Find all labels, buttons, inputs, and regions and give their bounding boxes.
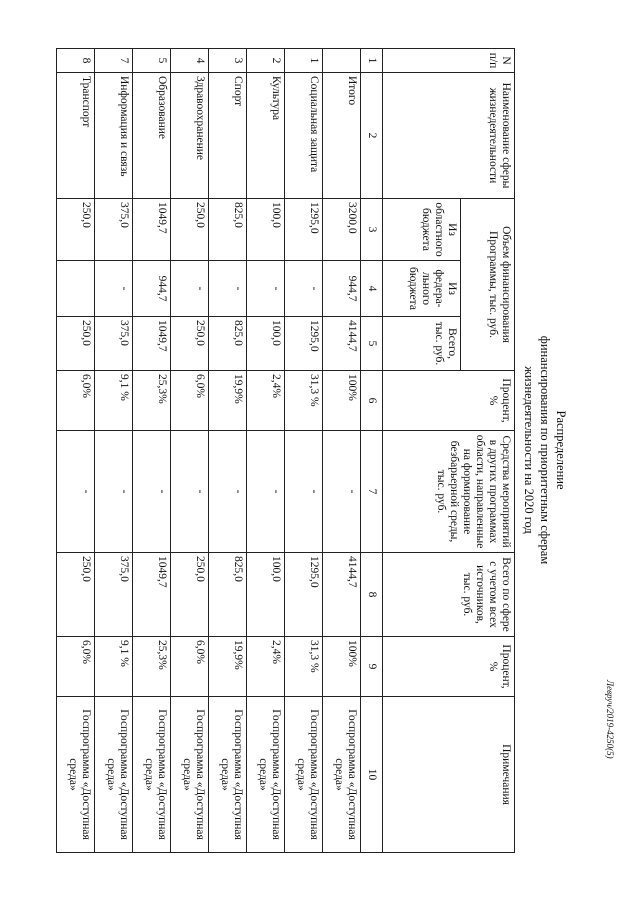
cell-other: - [247, 431, 285, 553]
table-row [95, 49, 133, 853]
table-row [285, 49, 323, 853]
cell-percent: 6,0% [57, 371, 95, 431]
cell-other: - [171, 431, 209, 553]
title-line: Распределение [554, 410, 568, 490]
cell-total: 1295,0 [285, 317, 323, 371]
cell-n: 7 [95, 49, 133, 73]
cell-percent2: 25,3% [133, 637, 171, 697]
cell-percent: 6,0% [171, 371, 209, 431]
header-all-sources: Всего по сфере с учетом всех источников, тыс. руб. [383, 553, 515, 637]
cell-name: Спорт [209, 73, 247, 199]
cell-percent: 25,3% [133, 371, 171, 431]
header-percent2: Процент, % [383, 637, 515, 697]
cell-percent2: 100% [323, 637, 361, 697]
cell-notes: Госпрограмма «Доступная среда» [57, 697, 95, 853]
cell-federal: - [285, 261, 323, 317]
cell-total: 375,0 [95, 317, 133, 371]
header-name: Наименование сферы жизнедеятельности [383, 73, 515, 199]
cell-federal: - [171, 261, 209, 317]
cell-name: Информация и связь [95, 73, 133, 199]
cell-all-sources: 1049,7 [133, 553, 171, 637]
table-row [57, 49, 95, 853]
cell-all-sources: 4144,7 [323, 553, 361, 637]
cell-federal: 944,7 [323, 261, 361, 317]
cell-regional: 825,0 [209, 199, 247, 261]
table-row [171, 49, 209, 853]
cell-percent2: 19,9% [209, 637, 247, 697]
rotated-content [67, 48, 615, 852]
cell-all-sources: 250,0 [57, 553, 95, 637]
cell-percent: 19,9% [209, 371, 247, 431]
header-notes: Примечания [383, 697, 515, 853]
column-number: 10 [361, 697, 383, 853]
cell-n: 5 [133, 49, 171, 73]
cell-federal: - [95, 261, 133, 317]
header-regional: Из областного бюджета [383, 199, 461, 261]
cell-percent2: 9,1 % [95, 637, 133, 697]
cell-n: 3 [209, 49, 247, 73]
cell-n: 2 [247, 49, 285, 73]
cell-federal: - [209, 261, 247, 317]
cell-name: Образование [133, 73, 171, 199]
header-volume: Объем финансирования Программы, тыс. руб. [461, 199, 515, 371]
title-line: жизнедеятельности на 2020 год [522, 366, 536, 534]
column-number: 9 [361, 637, 383, 697]
cell-notes: Госпрограмма «Доступная среда» [247, 697, 285, 853]
cell-notes: Госпрограмма «Доступная среда» [285, 697, 323, 853]
cell-percent2: 2,4% [247, 637, 285, 697]
cell-percent: 100% [323, 371, 361, 431]
cell-regional: 1295,0 [285, 199, 323, 261]
column-number: 4 [361, 261, 383, 317]
cell-all-sources: 825,0 [209, 553, 247, 637]
table-row [247, 49, 285, 853]
cell-total: 250,0 [57, 317, 95, 371]
cell-percent2: 31,3 % [285, 637, 323, 697]
cell-regional: 1049,7 [133, 199, 171, 261]
cell-notes: Госпрограмма «Доступная среда» [133, 697, 171, 853]
cell-federal: - [247, 261, 285, 317]
header-federal: Из федера-льного бюджета [383, 261, 461, 317]
cell-n: 4 [171, 49, 209, 73]
cell-n: 1 [285, 49, 323, 73]
cell-regional: 375,0 [95, 199, 133, 261]
header-total: Всего, тыс. руб. [383, 317, 461, 371]
cell-other: - [323, 431, 361, 553]
cell-n [323, 49, 361, 73]
cell-all-sources: 375,0 [95, 553, 133, 637]
cell-percent: 2,4% [247, 371, 285, 431]
cell-federal: 944,7 [133, 261, 171, 317]
document-stamp: Левруч/2019-4250(5) [605, 680, 615, 759]
header-percent: Процент, % [383, 371, 515, 431]
header-row [461, 49, 515, 853]
cell-notes: Госпрограмма «Доступная среда» [323, 697, 361, 853]
title-line: финансирования по приоритетным сферам [538, 335, 552, 565]
cell-percent2: 6,0% [171, 637, 209, 697]
cell-name: Социальная защита [285, 73, 323, 199]
cell-notes: Госпрограмма «Доступная среда» [171, 697, 209, 853]
cell-all-sources: 250,0 [171, 553, 209, 637]
cell-percent: 31,3 % [285, 371, 323, 431]
cell-other: - [209, 431, 247, 553]
cell-regional: 250,0 [171, 199, 209, 261]
financing-table [56, 48, 515, 853]
cell-n: 8 [57, 49, 95, 73]
cell-name: Здравоохранение [171, 73, 209, 199]
cell-total: 100,0 [247, 317, 285, 371]
column-number: 8 [361, 553, 383, 637]
cell-regional: 250,0 [57, 199, 95, 261]
cell-regional: 100,0 [247, 199, 285, 261]
cell-all-sources: 100,0 [247, 553, 285, 637]
cell-regional: 3200,0 [323, 199, 361, 261]
cell-all-sources: 1295,0 [285, 553, 323, 637]
cell-total: 250,0 [171, 317, 209, 371]
cell-name: Итого [323, 73, 361, 199]
cell-other: - [57, 431, 95, 553]
column-number: 1 [361, 49, 383, 73]
column-number: 2 [361, 73, 383, 199]
table-row [209, 49, 247, 853]
cell-other: - [133, 431, 171, 553]
header-other-programs: Средства мероприятий в других программах области, направленные на формирование безбарьерной среды, тыс. руб. [383, 431, 515, 553]
column-number: 6 [361, 371, 383, 431]
table-row [133, 49, 171, 853]
cell-percent: 9,1 % [95, 371, 133, 431]
cell-total: 4144,7 [323, 317, 361, 371]
cell-name: Культура [247, 73, 285, 199]
cell-percent2: 6,0% [57, 637, 95, 697]
cell-other: - [285, 431, 323, 553]
cell-notes: Госпрограмма «Доступная среда» [209, 697, 247, 853]
cell-federal [57, 261, 95, 317]
header-n: N п/п [383, 49, 515, 73]
cell-total: 1049,7 [133, 317, 171, 371]
column-number: 5 [361, 317, 383, 371]
document-title [521, 48, 569, 852]
column-number-row [361, 49, 383, 853]
column-number: 3 [361, 199, 383, 261]
cell-name: Транспорт [57, 73, 95, 199]
column-number: 7 [361, 431, 383, 553]
table-row [323, 49, 361, 853]
cell-other: - [95, 431, 133, 553]
cell-notes: Госпрограмма «Доступная среда» [95, 697, 133, 853]
cell-total: 825,0 [209, 317, 247, 371]
